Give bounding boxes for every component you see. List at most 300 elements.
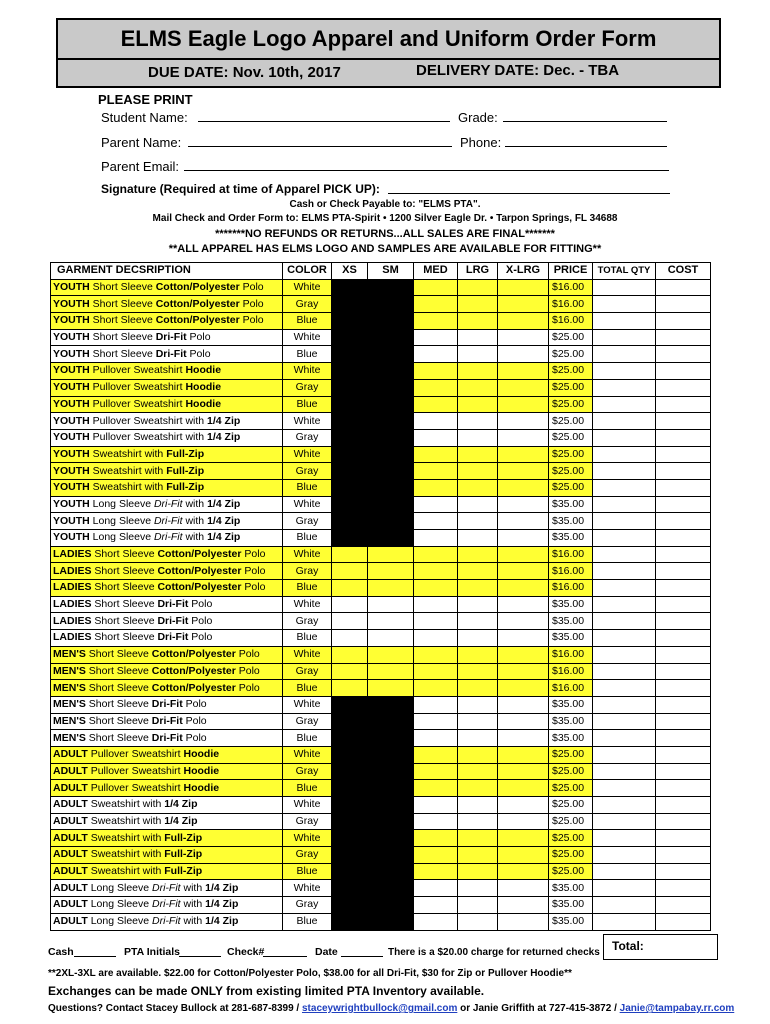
total-qty-cell[interactable] (593, 847, 656, 864)
garment-text: Long Sleeve (87, 898, 153, 911)
qty-lrg[interactable] (458, 563, 498, 580)
qty-med[interactable] (414, 780, 458, 797)
qty-med[interactable] (414, 880, 458, 897)
qty-sm[interactable] (368, 630, 414, 647)
table-row (51, 396, 711, 413)
total-qty-cell[interactable] (593, 546, 656, 563)
garment-group: YOUTH (53, 331, 90, 344)
qty-lrg[interactable] (458, 646, 498, 663)
qty-lrg[interactable] (458, 713, 498, 730)
total-qty-cell[interactable] (593, 813, 656, 830)
qty-lrg[interactable] (458, 463, 498, 480)
qty-sm[interactable] (368, 546, 414, 563)
cost-cell[interactable] (656, 847, 711, 864)
qty-xs (332, 296, 368, 313)
garment-suffix: Polo (241, 581, 266, 594)
qty-lrg[interactable] (458, 630, 498, 647)
qty-lrg[interactable] (458, 863, 498, 880)
garment-group: YOUTH (53, 381, 90, 394)
qty-med[interactable] (414, 313, 458, 330)
qty-sm (368, 913, 414, 930)
qty-xs[interactable] (332, 546, 368, 563)
qty-sm[interactable] (368, 596, 414, 613)
qty-lrg[interactable] (458, 546, 498, 563)
qty-xlrg[interactable] (498, 646, 549, 663)
qty-lrg[interactable] (458, 479, 498, 496)
qty-med[interactable] (414, 479, 458, 496)
garment-style: Full-Zip (166, 481, 205, 494)
qty-xlrg[interactable] (498, 730, 549, 747)
qty-xlrg[interactable] (498, 413, 549, 430)
email-link-janie[interactable]: Janie@tampabay.rr.com (619, 1003, 735, 1014)
qty-med[interactable] (414, 763, 458, 780)
qty-sm (368, 797, 414, 814)
qty-lrg[interactable] (458, 847, 498, 864)
qty-med[interactable] (414, 346, 458, 363)
qty-xs[interactable] (332, 613, 368, 630)
qty-med[interactable] (414, 680, 458, 697)
garment-style: Hoodie (183, 748, 220, 761)
grade-field[interactable] (503, 121, 667, 122)
total-qty-cell[interactable] (593, 763, 656, 780)
garment-group: YOUTH (53, 497, 90, 510)
total-qty-cell[interactable] (593, 346, 656, 363)
table-row (51, 563, 711, 580)
table-row (51, 479, 711, 496)
qty-xlrg[interactable] (498, 663, 549, 680)
qty-med[interactable] (414, 329, 458, 346)
qty-med[interactable] (414, 513, 458, 530)
qty-xlrg[interactable] (498, 863, 549, 880)
qty-xlrg[interactable] (498, 446, 549, 463)
qty-xs (332, 880, 368, 897)
garment-style: Cotton/Polyester (155, 314, 240, 327)
phone-field[interactable] (505, 146, 667, 147)
garment-group: YOUTH (53, 531, 90, 544)
cost-cell[interactable] (656, 630, 711, 647)
student-name-field[interactable] (198, 121, 450, 122)
qty-sm (368, 713, 414, 730)
garment-text: Sweatshirt with (87, 798, 165, 811)
cost-cell[interactable] (656, 546, 711, 563)
qty-xlrg[interactable] (498, 379, 549, 396)
garment-price: $25.00 (549, 413, 593, 430)
cost-cell[interactable] (656, 680, 711, 697)
total-qty-cell[interactable] (593, 746, 656, 763)
qty-med[interactable] (414, 830, 458, 847)
qty-lrg[interactable] (458, 746, 498, 763)
total-qty-cell[interactable] (593, 613, 656, 630)
qty-lrg[interactable] (458, 580, 498, 597)
total-qty-cell[interactable] (593, 596, 656, 613)
garment-text: Long Sleeve (87, 881, 153, 894)
qty-med[interactable] (414, 396, 458, 413)
qty-xlrg[interactable] (498, 746, 549, 763)
garment-price: $25.00 (549, 363, 593, 380)
cost-cell[interactable] (656, 313, 711, 330)
qty-med[interactable] (414, 296, 458, 313)
qty-xlrg[interactable] (498, 463, 549, 480)
total-qty-cell[interactable] (593, 630, 656, 647)
qty-med[interactable] (414, 496, 458, 513)
cost-cell[interactable] (656, 513, 711, 530)
qty-med[interactable] (414, 546, 458, 563)
qty-xs (332, 479, 368, 496)
qty-lrg[interactable] (458, 413, 498, 430)
total-qty-cell[interactable] (593, 830, 656, 847)
qty-xs[interactable] (332, 646, 368, 663)
qty-lrg[interactable] (458, 513, 498, 530)
total-qty-cell[interactable] (593, 379, 656, 396)
qty-med[interactable] (414, 797, 458, 814)
qty-xlrg[interactable] (498, 880, 549, 897)
cost-cell[interactable] (656, 880, 711, 897)
garment-color: Gray (283, 847, 332, 864)
total-qty-cell[interactable] (593, 730, 656, 747)
qty-lrg[interactable] (458, 279, 498, 296)
qty-xlrg[interactable] (498, 313, 549, 330)
qty-lrg[interactable] (458, 696, 498, 713)
qty-med[interactable] (414, 813, 458, 830)
total-box[interactable] (603, 934, 718, 960)
cost-cell[interactable] (656, 363, 711, 380)
garment-style: 1/4 Zip (207, 431, 241, 444)
qty-xs[interactable] (332, 663, 368, 680)
qty-med[interactable] (414, 446, 458, 463)
total-qty-cell[interactable] (593, 463, 656, 480)
garment-group: MEN'S (53, 664, 86, 677)
garment-group: YOUTH (53, 514, 90, 527)
qty-med[interactable] (414, 696, 458, 713)
email-link-stacey[interactable]: staceywrightbullock@gmail.com (301, 1003, 458, 1014)
total-qty-cell[interactable] (593, 663, 656, 680)
parent-email-field[interactable] (184, 170, 669, 171)
cost-cell[interactable] (656, 429, 711, 446)
qty-xlrg[interactable] (498, 546, 549, 563)
qty-lrg[interactable] (458, 897, 498, 914)
qty-xs[interactable] (332, 580, 368, 597)
qty-lrg[interactable] (458, 813, 498, 830)
qty-xlrg[interactable] (498, 696, 549, 713)
cost-cell[interactable] (656, 813, 711, 830)
qty-xlrg[interactable] (498, 780, 549, 797)
total-qty-cell[interactable] (593, 580, 656, 597)
garment-description (51, 880, 283, 897)
cost-cell[interactable] (656, 646, 711, 663)
qty-lrg[interactable] (458, 797, 498, 814)
cost-cell[interactable] (656, 379, 711, 396)
qty-sm[interactable] (368, 680, 414, 697)
qty-xlrg[interactable] (498, 563, 549, 580)
total-qty-cell[interactable] (593, 646, 656, 663)
cost-cell[interactable] (656, 730, 711, 747)
qty-lrg[interactable] (458, 496, 498, 513)
qty-med[interactable] (414, 847, 458, 864)
qty-xlrg[interactable] (498, 429, 549, 446)
cost-cell[interactable] (656, 279, 711, 296)
qty-xlrg[interactable] (498, 513, 549, 530)
qty-sm (368, 880, 414, 897)
qty-med[interactable] (414, 429, 458, 446)
garment-description (51, 663, 283, 680)
qty-sm (368, 463, 414, 480)
qty-xlrg[interactable] (498, 279, 549, 296)
qty-xlrg[interactable] (498, 847, 549, 864)
garment-group: YOUTH (53, 364, 90, 377)
contact-text-1: Questions? Contact Stacey Bullock at 281-687-8399 / (48, 1003, 302, 1014)
cost-cell[interactable] (656, 613, 711, 630)
total-qty-cell[interactable] (593, 530, 656, 547)
payable-note: Cash or Check Payable to: "ELMS PTA". (289, 199, 481, 210)
garment-style: Hoodie (185, 364, 222, 377)
table-row (51, 530, 711, 547)
qty-sm[interactable] (368, 580, 414, 597)
qty-xlrg[interactable] (498, 396, 549, 413)
cost-cell[interactable] (656, 746, 711, 763)
qty-lrg[interactable] (458, 530, 498, 547)
qty-lrg[interactable] (458, 446, 498, 463)
qty-xs (332, 897, 368, 914)
garment-text: Pullover Sweatshirt with (89, 431, 208, 444)
qty-med[interactable] (414, 913, 458, 930)
garment-color: Gray (283, 713, 332, 730)
table-row (51, 797, 711, 814)
total-qty-cell[interactable] (593, 363, 656, 380)
total-qty-cell[interactable] (593, 913, 656, 930)
qty-med[interactable] (414, 713, 458, 730)
qty-med[interactable] (414, 530, 458, 547)
qty-xlrg[interactable] (498, 496, 549, 513)
garment-color: Blue (283, 730, 332, 747)
cost-cell[interactable] (656, 413, 711, 430)
cash-field[interactable] (74, 956, 116, 957)
cost-cell[interactable] (656, 696, 711, 713)
qty-sm (368, 329, 414, 346)
qty-xs (332, 279, 368, 296)
qty-lrg[interactable] (458, 396, 498, 413)
total-qty-cell[interactable] (593, 496, 656, 513)
cost-cell[interactable] (656, 713, 711, 730)
qty-xlrg[interactable] (498, 596, 549, 613)
garment-style: 1/4 Zip (207, 497, 241, 510)
qty-xlrg[interactable] (498, 830, 549, 847)
qty-med[interactable] (414, 563, 458, 580)
table-row (51, 463, 711, 480)
garment-price: $25.00 (549, 863, 593, 880)
cost-cell[interactable] (656, 897, 711, 914)
cost-cell[interactable] (656, 830, 711, 847)
col-header-lrg: LRG (458, 263, 498, 280)
qty-lrg[interactable] (458, 880, 498, 897)
qty-lrg[interactable] (458, 663, 498, 680)
qty-lrg[interactable] (458, 329, 498, 346)
qty-lrg[interactable] (458, 730, 498, 747)
table-row (51, 863, 711, 880)
qty-xlrg[interactable] (498, 346, 549, 363)
date-field[interactable] (341, 956, 383, 957)
table-row (51, 847, 711, 864)
qty-med[interactable] (414, 663, 458, 680)
col-header-description: GARMENT DECSRIPTION (51, 263, 283, 280)
qty-sm[interactable] (368, 613, 414, 630)
qty-lrg[interactable] (458, 429, 498, 446)
qty-sm (368, 396, 414, 413)
cost-cell[interactable] (656, 479, 711, 496)
cost-cell[interactable] (656, 296, 711, 313)
qty-med[interactable] (414, 580, 458, 597)
qty-xs[interactable] (332, 563, 368, 580)
qty-lrg[interactable] (458, 680, 498, 697)
qty-med[interactable] (414, 413, 458, 430)
qty-xlrg[interactable] (498, 913, 549, 930)
qty-med[interactable] (414, 897, 458, 914)
qty-med[interactable] (414, 279, 458, 296)
cost-cell[interactable] (656, 763, 711, 780)
qty-lrg[interactable] (458, 313, 498, 330)
total-qty-cell[interactable] (593, 563, 656, 580)
cost-cell[interactable] (656, 580, 711, 597)
qty-sm (368, 296, 414, 313)
qty-xlrg[interactable] (498, 479, 549, 496)
garment-text: Pullover Sweatshirt (87, 748, 184, 761)
garment-description (51, 630, 283, 647)
cost-cell[interactable] (656, 563, 711, 580)
total-qty-cell[interactable] (593, 429, 656, 446)
table-row (51, 730, 711, 747)
qty-lrg[interactable] (458, 346, 498, 363)
total-qty-cell[interactable] (593, 479, 656, 496)
qty-xs[interactable] (332, 596, 368, 613)
qty-med[interactable] (414, 730, 458, 747)
qty-xlrg[interactable] (498, 613, 549, 630)
total-qty-cell[interactable] (593, 897, 656, 914)
qty-med[interactable] (414, 613, 458, 630)
total-qty-cell[interactable] (593, 413, 656, 430)
cost-cell[interactable] (656, 596, 711, 613)
qty-lrg[interactable] (458, 296, 498, 313)
total-qty-cell[interactable] (593, 446, 656, 463)
qty-xlrg[interactable] (498, 296, 549, 313)
cost-cell[interactable] (656, 463, 711, 480)
qty-xlrg[interactable] (498, 329, 549, 346)
garment-color: Gray (283, 813, 332, 830)
total-qty-cell[interactable] (593, 713, 656, 730)
qty-med[interactable] (414, 746, 458, 763)
garment-group: LADIES (53, 564, 92, 577)
total-qty-cell[interactable] (593, 680, 656, 697)
check-field[interactable] (263, 956, 307, 957)
cost-cell[interactable] (656, 346, 711, 363)
garment-price: $35.00 (549, 696, 593, 713)
qty-med[interactable] (414, 363, 458, 380)
qty-xlrg[interactable] (498, 630, 549, 647)
qty-lrg[interactable] (458, 613, 498, 630)
garment-fabric: Dri-Fit (153, 497, 183, 510)
table-row (51, 546, 711, 563)
signature-field[interactable] (388, 193, 670, 194)
qty-xlrg[interactable] (498, 363, 549, 380)
qty-xs (332, 813, 368, 830)
garment-style: Full-Zip (166, 447, 205, 460)
table-header-row (51, 263, 711, 280)
qty-xlrg[interactable] (498, 580, 549, 597)
parent-name-field[interactable] (188, 146, 452, 147)
pta-initials-field[interactable] (179, 956, 221, 957)
cost-cell[interactable] (656, 530, 711, 547)
garment-group: MEN'S (53, 714, 86, 727)
qty-lrg[interactable] (458, 830, 498, 847)
total-qty-cell[interactable] (593, 396, 656, 413)
cost-cell[interactable] (656, 329, 711, 346)
garment-style: 1/4 Zip (205, 915, 239, 928)
qty-xlrg[interactable] (498, 813, 549, 830)
cost-cell[interactable] (656, 446, 711, 463)
garment-color: White (283, 696, 332, 713)
total-qty-cell[interactable] (593, 329, 656, 346)
qty-xlrg[interactable] (498, 763, 549, 780)
qty-lrg[interactable] (458, 913, 498, 930)
qty-sm (368, 313, 414, 330)
total-qty-cell[interactable] (593, 279, 656, 296)
qty-xlrg[interactable] (498, 797, 549, 814)
qty-xs[interactable] (332, 680, 368, 697)
qty-med[interactable] (414, 463, 458, 480)
total-qty-cell[interactable] (593, 880, 656, 897)
cost-cell[interactable] (656, 396, 711, 413)
qty-lrg[interactable] (458, 596, 498, 613)
qty-xlrg[interactable] (498, 680, 549, 697)
qty-xs[interactable] (332, 630, 368, 647)
total-qty-cell[interactable] (593, 313, 656, 330)
qty-med[interactable] (414, 379, 458, 396)
qty-med[interactable] (414, 596, 458, 613)
garment-style: Hoodie (183, 764, 220, 777)
table-row (51, 296, 711, 313)
qty-med[interactable] (414, 863, 458, 880)
qty-lrg[interactable] (458, 363, 498, 380)
cost-cell[interactable] (656, 663, 711, 680)
qty-xlrg[interactable] (498, 897, 549, 914)
qty-lrg[interactable] (458, 780, 498, 797)
please-print-label: PLEASE PRINT (98, 92, 193, 107)
qty-sm[interactable] (368, 563, 414, 580)
total-qty-cell[interactable] (593, 780, 656, 797)
garment-text: Short Sleeve (91, 598, 158, 611)
qty-xlrg[interactable] (498, 713, 549, 730)
qty-sm[interactable] (368, 663, 414, 680)
cost-cell[interactable] (656, 863, 711, 880)
qty-med[interactable] (414, 630, 458, 647)
cost-cell[interactable] (656, 780, 711, 797)
qty-xlrg[interactable] (498, 530, 549, 547)
total-qty-cell[interactable] (593, 797, 656, 814)
qty-lrg[interactable] (458, 379, 498, 396)
total-qty-cell[interactable] (593, 513, 656, 530)
qty-med[interactable] (414, 646, 458, 663)
qty-lrg[interactable] (458, 763, 498, 780)
garment-description (51, 897, 283, 914)
cost-cell[interactable] (656, 496, 711, 513)
qty-sm[interactable] (368, 646, 414, 663)
garment-color: Gray (283, 613, 332, 630)
garment-text: Short Sleeve (89, 281, 156, 294)
total-qty-cell[interactable] (593, 863, 656, 880)
total-qty-cell[interactable] (593, 696, 656, 713)
cost-cell[interactable] (656, 797, 711, 814)
garment-group: ADULT (53, 781, 88, 794)
cost-cell[interactable] (656, 913, 711, 930)
total-qty-cell[interactable] (593, 296, 656, 313)
